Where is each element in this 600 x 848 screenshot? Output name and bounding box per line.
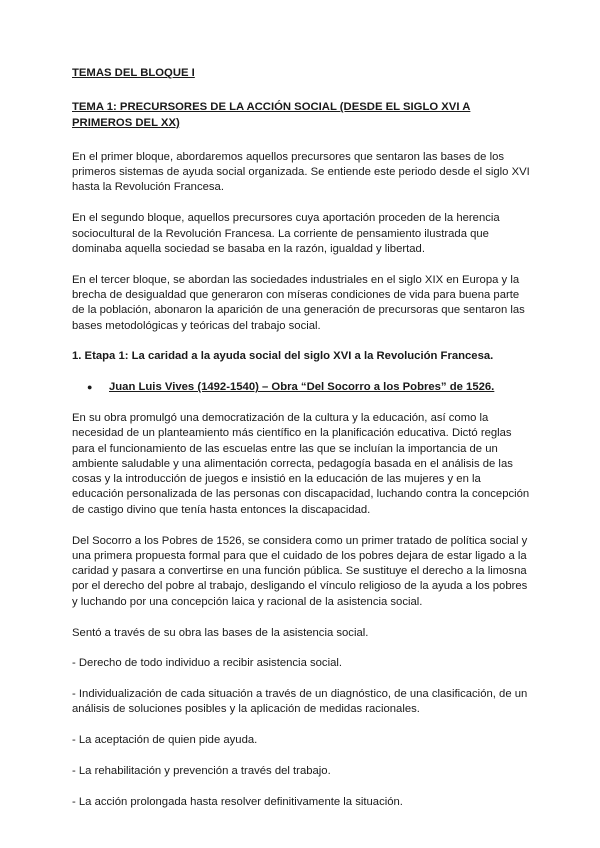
document-page (72, 66, 532, 826)
intro-paragraph-3: En el tercer bloque, se abordan las sociedades industriales en el siglo XIX en Europa y la brecha de desigualdad que generaron con míseras condiciones de vida para buena parte de la población, abonaron la aparición de una generación de precursoras que sentaron las bases metodológicas y teóricas del trabajo social. (72, 273, 525, 332)
body-paragraph-2: Del Socorro a los Pobres de 1526, se considera como un primer tratado de política social y una primera propuesta formal para que el cuidado de los pobres dejara de estar ligado a la caridad y pasara a convertirse en una función pública. Se sustituye el derecho a la limosna por el derecho del pobre al trabajo, desligando el vínculo religioso de la ayuda a los pobres y luchando por una concepción laica y racional de la asistencia social. (72, 534, 528, 608)
bullet-item (87, 380, 532, 395)
list-item-4: - La rehabilitación y prevención a través del trabajo. (72, 765, 331, 777)
tema-heading: TEMA 1: PRECURSORES DE LA ACCIÓN SOCIAL (DESDE EL SIGLO XVI A PRIMEROS DEL XX) (72, 101, 471, 129)
intro-paragraph-1: En el primer bloque, abordaremos aquellos precursores que sentaron las bases de los primeros sistemas de ayuda social organizada. Se entiende este periodo desde el siglo XVI hasta la Revolución Francesa. (72, 150, 530, 194)
list-item-2: - Individualización de cada situación a través de un diagnóstico, de una clasificación, de un análisis de soluciones posibles y la aplicación de medidas racionales. (72, 688, 528, 716)
bullet-dot-icon: ● (87, 382, 93, 393)
body-paragraph-1: En su obra promulgó una democratización de la cultura y la educación, así como la necesidad de un planteamiento más científico en la planificación educativa. Dictó reglas para el funcionamiento de las escuelas entre las que se incluían la importancia de un ambiente saludable y una alimentación correcta, pedagogía basada en el análisis de las cosas y la introducción de juegos e insistió en la educación de las mujeres y en la educación personalizada de las personas con discapacidad, luchando contra la concepción de castigo divino que tenía hasta entonces la discapacidad. (72, 411, 530, 516)
bullet-heading: Juan Luis Vives (1492-1540) – Obra “Del Socorro a los Pobres” de 1526. (109, 381, 495, 394)
list-item-1: - Derecho de todo individuo a recibir asistencia social. (72, 657, 343, 670)
intro-paragraph-2: En el segundo bloque, aquellos precursores cuya aportación proceden de la herencia sociocultural de la Revolución Francesa. La corriente de pensamiento ilustrada que dominaba aquella sociedad se basaba en la razón, igualdad y libertad. (72, 212, 500, 255)
list-item-3: - La aceptación de quien pide ayuda. (72, 734, 258, 747)
etapa-heading: 1. Etapa 1: La caridad a la ayuda social del siglo XVI a la Revolución Francesa. (72, 350, 494, 363)
body-paragraph-3: Sentó a través de su obra las bases de la asistencia social. (72, 626, 369, 639)
block-heading: TEMAS DEL BLOQUE I (72, 67, 195, 79)
list-item-5: - La acción prolongada hasta resolver definitivamente la situación. (72, 795, 403, 808)
